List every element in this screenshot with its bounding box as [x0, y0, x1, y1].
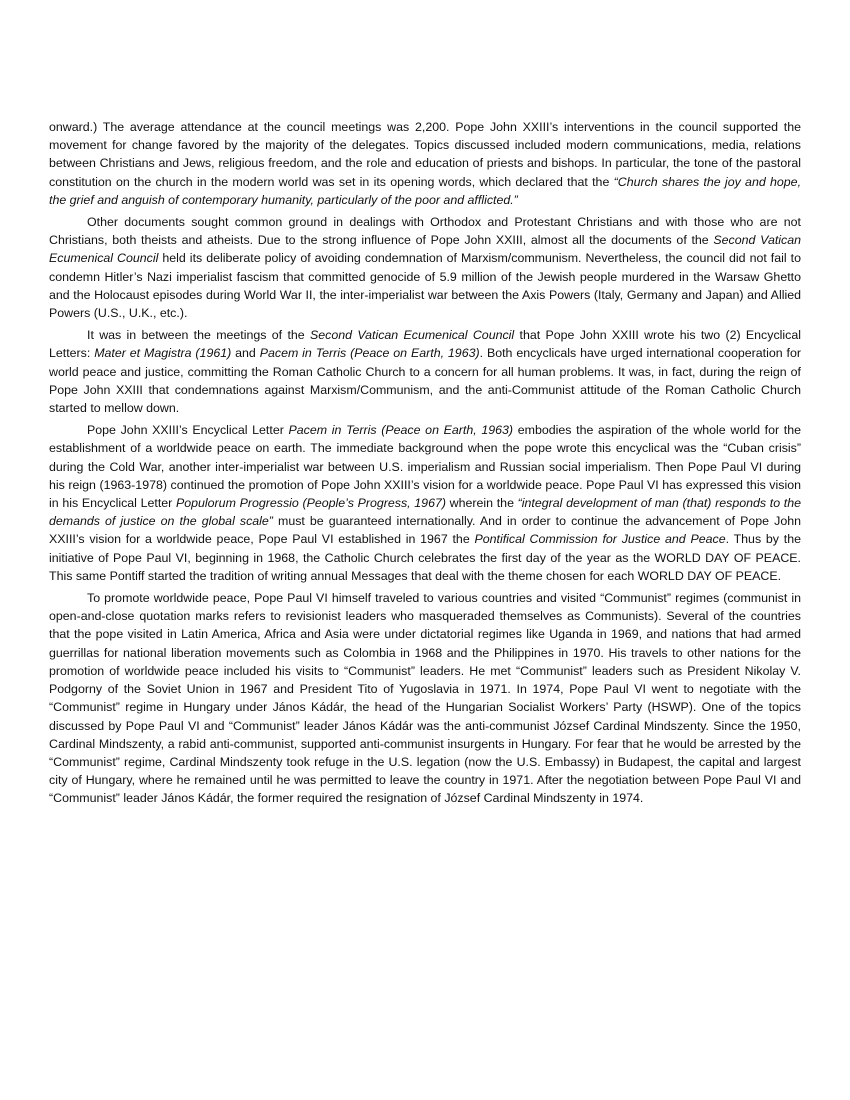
paragraph-3 [49, 326, 801, 417]
text-segment: onward.) The average attendance at the council meetings was 2,200. Pope John XXIII’s interventions in the council supported the movement for change favored by the majority of the delegates. Topics discussed included modern communications, media, relations between Christians and Jews, religious freedom, and the role and education of priests and bishops. In particular, the tone of the pastoral constitution on the church in the modern world was set in its opening words, which declared that the [49, 120, 801, 189]
text-segment: Other documents sought common ground in dealings with Orthodox and Protestant Christians and with those who are not Christians, both theists and atheists. Due to the strong influence of Pope John XXIII, almost all the documents of the [49, 215, 801, 248]
title-segment: Pacem in Terris (Peace on Earth, 1963) [288, 423, 514, 438]
quotation-segment: “Church shares the joy and hope, the grief and anguish of contemporary humanity, particularly of the poor and afflicted.” [49, 174, 802, 207]
title-segment: Populorum Progressio (People’s Progress, 1967) [175, 496, 446, 511]
text-segment: and [231, 346, 260, 361]
text-segment: . Thus by the initiative of Pope Paul VI, beginning in 1968, the Catholic Church celebrates the first day of the year as the WORLD DAY OF PEACE. This same Pontiff started the tradition of writing annual Messages that deal with the theme chosen for each WORLD DAY OF PEACE. [49, 532, 801, 583]
title-segment: Second Vatican Ecumenical Council [309, 328, 515, 343]
title-segment: Pacem in Terris (Peace on Earth, 1963) [259, 346, 480, 361]
paragraph-1 [49, 118, 801, 209]
text-segment: . Both encyclicals have urged international cooperation for world peace and justice, committing the Roman Catholic Church to a concern for all human problems. It was, in fact, during the reign of Pope John XXIII that condemnations against Marxism/Communism, and the anti-Communist attitude of the Roman Catholic Church started to mellow down. [49, 346, 801, 416]
paragraph-4 [49, 421, 801, 585]
text-segment: To promote worldwide peace, Pope Paul VI himself traveled to various countries and visited “Communist” regimes (communist in open-and-close quotation marks refers to revisionist leaders who masqueraded themselves as Communists). Several of the countries that the pope visited in Latin America, Africa and Asia were under dictatorial regimes like Uganda in 1969, and nations that had armed guerrillas for national liberation movements such as Colombia in 1968 and the Philippines in 1970. His travels to other nations for the promotion of worldwide peace included his visits to “Communist” leaders. He met “Communist” leaders such as President Nikolay V. Podgorny of the Soviet Union in 1967 and President Tito of Yugoslavia in 1971. In 1974, Pope Paul VI went to negotiate with the “Communist” regime in Hungary under János Kádár, the head of the Hungarian Socialist Workers’ Party (HSWP). One of the topics discussed by Pope Paul VI and “Communist” leader János Kádár was the anti-communist József Cardinal Mindszenty. Since the 1950, Cardinal Mindszenty, a rabid anti-communist, supported anti-communist insurgents in Hungary. For fear that he would be arrested by the “Communist” regime, Cardinal Mindszenty took refuge in the U.S. legation (now the U.S. Embassy) in Budapest, the capital and largest city of Hungary, where he remained until he was permitted to leave the country in 1971. After the negotiation between Pope Paul VI and “Communist” leader János Kádár, the former required the resignation of József Cardinal Mindszenty in 1974. [49, 591, 801, 806]
paragraph-5 [49, 589, 801, 807]
text-segment: must be guaranteed internationally. And in order to continue the advancement of Pope John XXIII’s vision for a worldwide peace, Pope Paul VI established in 1967 the [49, 514, 801, 547]
text-segment: that Pope John XXIII wrote his two (2) Encyclical Letters: [49, 328, 801, 361]
title-segment: Second Vatican Ecumenical Council [49, 233, 802, 266]
title-segment: Pontifical Commission for Justice and Peace [474, 532, 726, 547]
text-segment: held its deliberate policy of avoiding condemnation of Marxism/communism. Nevertheless, the council did not fail to condemn Hitler’s Nazi imperialist fascism that committed genocide of 5.9 million of the Jewish people murdered in the Warsaw Ghetto and the Holocaust episodes during World War II, the inter-imperialist war between the Axis Powers (Italy, Germany and Japan) and Allied Powers (U.S., U.K., etc.). [49, 251, 801, 321]
quotation-segment: “integral development of man (that) responds to the demands of justice on the global scale” [49, 496, 801, 529]
text-segment: embodies the aspiration of the whole world for the establishment of a worldwide peace on earth. The immediate background when the pope wrote this encyclical was the “Cuban crisis” during the Cold War, another inter-imperialist war between U.S. imperialism and Russian social imperialism. Then Pope Paul VI during his reign (1963-1978) continued the promotion of Pope John XXIII’s vision for a worldwide peace. Pope Paul VI has expressed this vision in his Encyclical Letter [49, 423, 801, 511]
text-segment: Pope John XXIII’s Encyclical Letter [87, 423, 289, 438]
paragraph-2 [49, 213, 801, 322]
document-page [49, 118, 801, 812]
text-segment: wherein the [445, 496, 518, 511]
title-segment: Mater et Magistra (1961) [94, 346, 232, 361]
text-segment: It was in between the meetings of the [87, 328, 310, 343]
